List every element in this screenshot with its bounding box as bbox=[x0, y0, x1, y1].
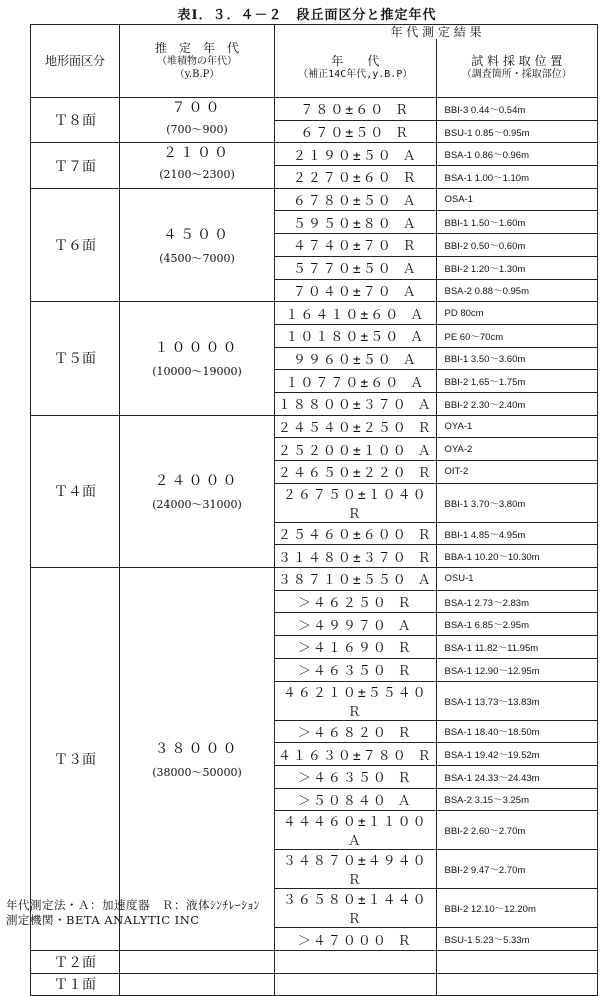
header-sample bbox=[436, 39, 598, 98]
sample-location-cell: BBI-1 1.50～1.60m bbox=[436, 211, 598, 234]
table-row bbox=[31, 568, 598, 591]
age-cell: ３８７１０±５５０ Ａ bbox=[275, 568, 437, 591]
estimate-value: ２１００ bbox=[163, 145, 231, 162]
sample-location-cell: BSA-1 11.82～11.95m bbox=[436, 636, 598, 659]
age-cell: ６７８０±５０ Ａ bbox=[275, 188, 437, 211]
footnote-method: 年代測定法・Ａ：加速度器 Ｒ：液体ｼﾝﾁﾚｰｼｮﾝ bbox=[6, 898, 260, 912]
footnote bbox=[6, 898, 260, 928]
table-row bbox=[31, 415, 598, 438]
estimate-value: ４５００ bbox=[163, 226, 231, 243]
age-cell: ＞４７０００ Ｒ bbox=[275, 928, 437, 951]
table-row bbox=[31, 188, 598, 211]
table-row bbox=[31, 950, 598, 973]
age-cell: ＞４６３５０ Ｒ bbox=[275, 765, 437, 788]
table-row bbox=[31, 143, 598, 166]
sample-location-cell: BBA-1 10.20～10.30m bbox=[436, 545, 598, 568]
sample-location-cell: OSA-1 bbox=[436, 188, 598, 211]
age-cell: ３６５８０±１４４０ Ｒ bbox=[275, 889, 437, 928]
surface-cell: Ｔ６面 bbox=[31, 188, 120, 301]
sample-location-cell: BBI-2 2.30～2.40m bbox=[436, 392, 598, 415]
estimate-value: ７００ bbox=[171, 100, 223, 116]
sample-location-cell: BSU-1 0.85～0.95m bbox=[436, 120, 598, 143]
age-cell: ２１９０±５０ Ａ bbox=[275, 143, 437, 166]
estimate-cell bbox=[120, 415, 275, 567]
estimate-range: (38000～50000) bbox=[152, 766, 242, 779]
sample-location-cell: BSA-1 1.00～1.10m bbox=[436, 166, 598, 189]
table-row bbox=[31, 973, 598, 996]
age-cell: ７８０±６０ Ｒ bbox=[275, 98, 437, 121]
estimate-value: ２４０００ bbox=[154, 473, 240, 490]
age-cell: ２２７０±６０ Ｒ bbox=[275, 166, 437, 189]
age-cell: ４１６３０±７８０ Ｒ bbox=[275, 743, 437, 766]
estimate-cell bbox=[120, 188, 275, 301]
age-cell: ＞４６３５０ Ｒ bbox=[275, 658, 437, 681]
surface-cell: Ｔ５面 bbox=[31, 302, 120, 415]
estimate-range: (24000～31000) bbox=[152, 498, 242, 512]
age-cell: ＞４１６９０ Ｒ bbox=[275, 636, 437, 659]
age-cell: １８８００±３７０ Ａ bbox=[275, 392, 437, 415]
header-sample-sub: （調査箇所・採取部位） bbox=[461, 69, 572, 80]
estimate-range: (4500～7000) bbox=[159, 251, 235, 265]
table-row bbox=[31, 302, 598, 325]
age-cell: ３４８７０±４９４０ Ｒ bbox=[275, 850, 437, 889]
sample-location-cell: BSA-1 13.73～13.83m bbox=[436, 681, 598, 720]
sample-location-cell: BBI-2 9.47～2.70m bbox=[436, 850, 598, 889]
sample-location-cell: BBI-3 0.44～0.54m bbox=[436, 98, 598, 121]
age-cell: １０７７０±６０ Ａ bbox=[275, 370, 437, 393]
footnote-lab: 測定機関・BETA ANALYTIC INC bbox=[6, 913, 200, 927]
sample-location-cell: BSA-1 19.42～19.52m bbox=[436, 743, 598, 766]
sample-location-cell: BBI-2 1.65～1.75m bbox=[436, 370, 598, 393]
surface-cell: Ｔ３面 bbox=[31, 568, 120, 951]
age-cell: ＞５０８４０ Ａ bbox=[275, 788, 437, 811]
estimate-cell bbox=[120, 143, 275, 188]
age-cell: １６４１０±６０ Ａ bbox=[275, 302, 437, 325]
table-title: 表Ⅰ．３．４－２ 段丘面区分と推定年代 bbox=[177, 8, 437, 23]
age-cell: ５９５０±８０ Ａ bbox=[275, 211, 437, 234]
header-sample-main: 試 料 採 取 位 置 bbox=[471, 54, 563, 68]
age-cell: ＞４９９７０ Ａ bbox=[275, 613, 437, 636]
age-cell: ７０４０±７０ Ａ bbox=[275, 279, 437, 302]
estimate-cell bbox=[120, 973, 275, 996]
sample-location-cell: BBI-1 3.70～3.80m bbox=[436, 483, 598, 522]
sample-location-cell: BSA-1 6.85～2.95m bbox=[436, 613, 598, 636]
estimate-range: (2100～2300) bbox=[159, 168, 235, 182]
sample-location-cell: OIT-2 bbox=[436, 461, 598, 484]
surface-cell: Ｔ８面 bbox=[31, 98, 120, 143]
sample-location-cell: BBI-1 4.85～4.95m bbox=[436, 522, 598, 545]
surface-cell: Ｔ４面 bbox=[31, 415, 120, 567]
estimate-cell bbox=[120, 98, 275, 143]
estimate-cell bbox=[120, 568, 275, 951]
age-cell: ２４５４０±２５０ Ｒ bbox=[275, 415, 437, 438]
age-cell: ２５４６０±６００ Ｒ bbox=[275, 522, 437, 545]
age-cell: ＞４６８２０ Ｒ bbox=[275, 720, 437, 743]
sample-location-cell: BSU-1 5.23～5.33m bbox=[436, 928, 598, 951]
header-estimate bbox=[120, 25, 275, 98]
age-cell: ６７０±５０ Ｒ bbox=[275, 120, 437, 143]
age-cell: ２５２００±１００ Ａ bbox=[275, 438, 437, 461]
sample-location-cell: BSA-1 12.90～12.95m bbox=[436, 658, 598, 681]
sample-location-cell: BSA-1 24.33～24.43m bbox=[436, 765, 598, 788]
header-estimate-main: 推 定 年 代 bbox=[154, 40, 239, 55]
age-cell: ４６２１０±５５４０ Ｒ bbox=[275, 681, 437, 720]
sample-location-cell: OSU-1 bbox=[436, 568, 598, 591]
age-cell: ３１４８０±３７０ Ｒ bbox=[275, 545, 437, 568]
sample-location-cell: BBI-2 1.20～1.30m bbox=[436, 256, 598, 279]
terrace-dating-table bbox=[30, 24, 598, 996]
sample-location-cell bbox=[436, 950, 598, 973]
sample-location-cell: BBI-2 12.10～12.20m bbox=[436, 889, 598, 928]
age-cell: ２６７５０±１０４０ Ｒ bbox=[275, 483, 437, 522]
header-age bbox=[275, 39, 437, 98]
sample-location-cell: BSA-1 18.40～18.50m bbox=[436, 720, 598, 743]
surface-cell: Ｔ７面 bbox=[31, 143, 120, 188]
estimate-value: ３８０００ bbox=[154, 741, 240, 757]
estimate-cell bbox=[120, 302, 275, 415]
age-cell: ＞４６２５０ Ｒ bbox=[275, 590, 437, 613]
sample-location-cell: OYA-2 bbox=[436, 438, 598, 461]
header-age-main: 年 代 bbox=[331, 54, 380, 68]
age-cell: ４４４６０±１１００ Ａ bbox=[275, 811, 437, 850]
age-cell: ９９６０±５０ Ａ bbox=[275, 347, 437, 370]
age-cell: ５７７０±５０ Ａ bbox=[275, 256, 437, 279]
surface-cell: Ｔ２面 bbox=[31, 950, 120, 973]
sample-location-cell: OYA-1 bbox=[436, 415, 598, 438]
estimate-range: (10000～19000) bbox=[152, 365, 242, 379]
sample-location-cell: BBI-2 2.60～2.70m bbox=[436, 811, 598, 850]
sample-location-cell: BSA-2 0.88～0.95m bbox=[436, 279, 598, 302]
estimate-value: １００００ bbox=[154, 340, 240, 357]
age-cell: ４７４０±７０ Ｒ bbox=[275, 234, 437, 257]
age-cell: ２４６５０±２２０ Ｒ bbox=[275, 461, 437, 484]
age-cell bbox=[275, 950, 437, 973]
sample-location-cell: PD 80cm bbox=[436, 302, 598, 325]
sample-location-cell: BSA-2 3.15～3.25m bbox=[436, 788, 598, 811]
age-cell: １０１８０±５０ Ａ bbox=[275, 324, 437, 347]
sample-location-cell: BBI-1 3.50～3.60m bbox=[436, 347, 598, 370]
surface-cell: Ｔ１面 bbox=[31, 973, 120, 996]
header-age-sub: （補正14C年代,y.B.P） bbox=[298, 69, 413, 80]
header-estimate-sub2: （y.B.P） bbox=[174, 68, 220, 80]
estimate-range: (700～900) bbox=[166, 123, 228, 136]
sample-location-cell: BBI-2 0.50～0.60m bbox=[436, 234, 598, 257]
sample-location-cell bbox=[436, 973, 598, 996]
estimate-cell bbox=[120, 950, 275, 973]
sample-location-cell: BSA-1 0.86～0.96m bbox=[436, 143, 598, 166]
sample-location-cell: PE 60～70cm bbox=[436, 324, 598, 347]
table-body bbox=[31, 98, 598, 996]
table-row bbox=[31, 98, 598, 121]
age-cell bbox=[275, 973, 437, 996]
header-surface: 地形面区分 bbox=[31, 25, 120, 98]
header-results: 年 代 測 定 結 果 bbox=[275, 25, 598, 40]
header-estimate-sub1: （堆積物の年代） bbox=[157, 55, 237, 67]
sample-location-cell: BSA-1 2.73～2.83m bbox=[436, 590, 598, 613]
